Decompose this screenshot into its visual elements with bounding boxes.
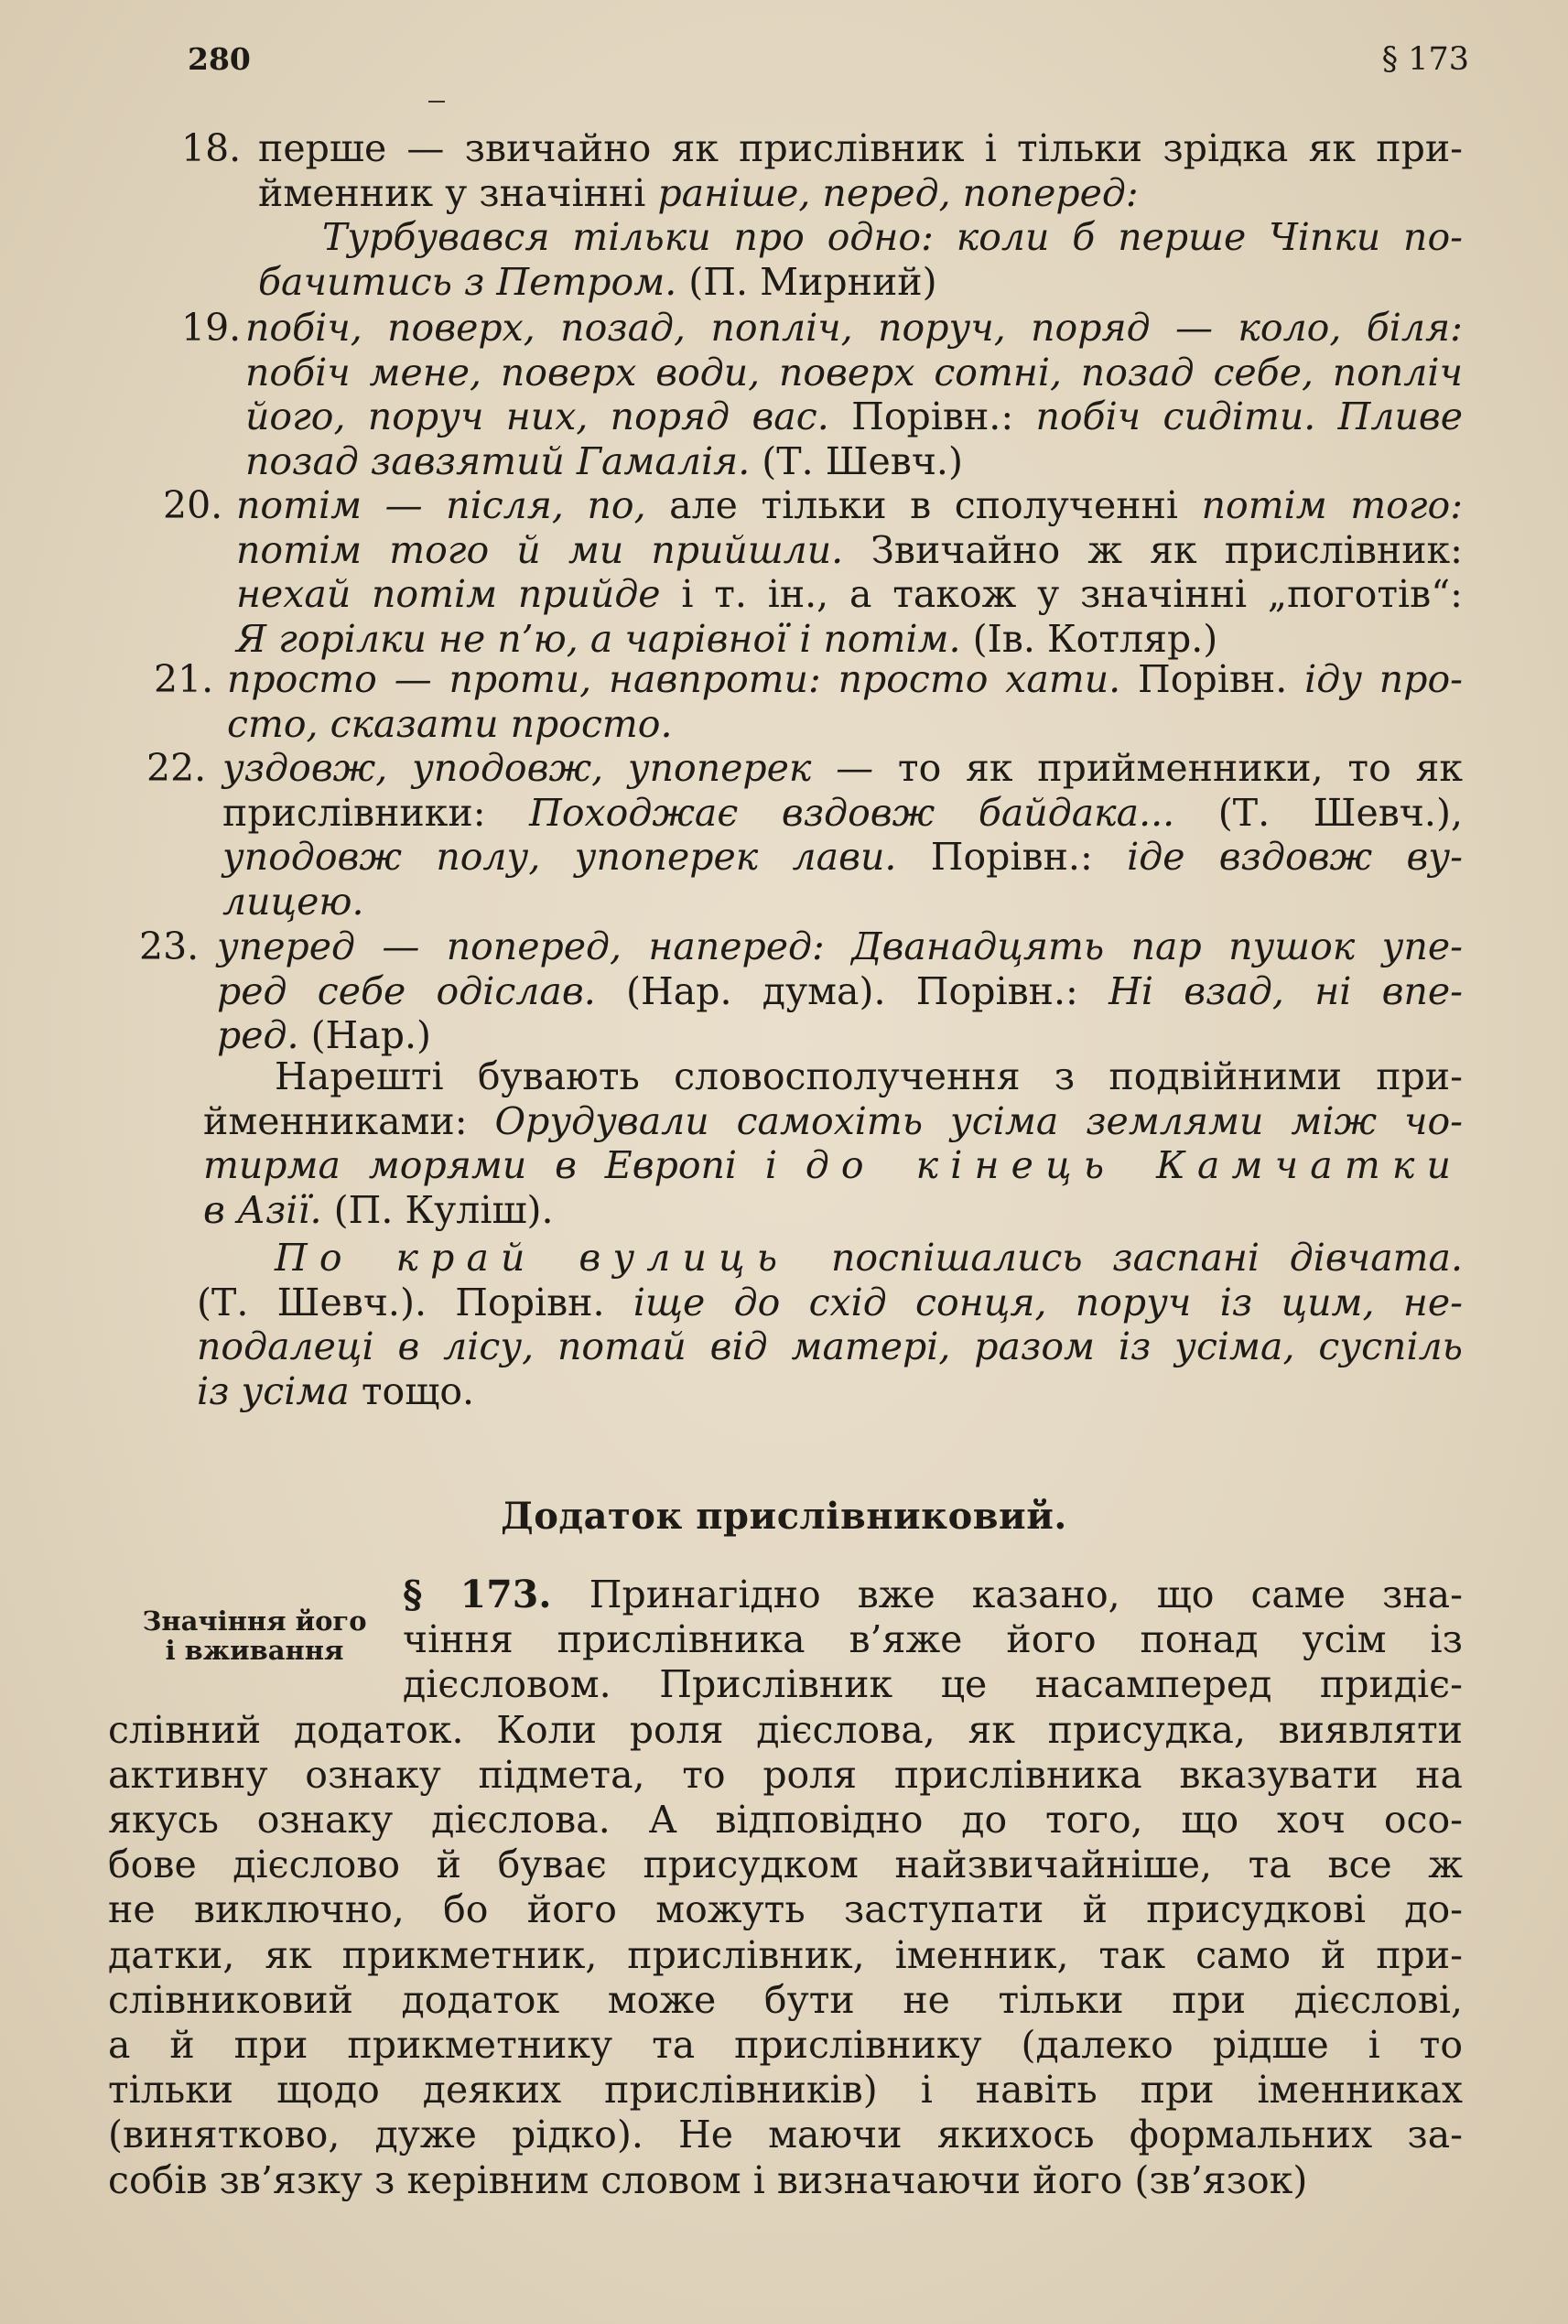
- item-number: 23.: [139, 924, 200, 968]
- line-text: [222, 880, 1463, 924]
- italic-run: бачитись з Петром.: [258, 259, 689, 304]
- line-text: [108, 1933, 1463, 1977]
- text-run: Звичайно ж як прислівник:: [871, 527, 1463, 572]
- italic-run: Походжає вздовж байдака...: [529, 790, 1218, 835]
- item-number: 22.: [146, 746, 207, 790]
- italic-run: побіч, поверх, позад, попліч, поруч, поряд — коло, біля:: [245, 306, 1463, 350]
- line-text: [108, 2158, 1463, 2202]
- printers-mark: [428, 101, 445, 103]
- text-line: [0, 1933, 1568, 1977]
- italic-run: раніше, перед, поперед:: [657, 170, 1139, 215]
- text-line: [0, 924, 1568, 968]
- italic-run: до кінець Камчатки: [805, 1143, 1463, 1187]
- line-text: [217, 1013, 1463, 1057]
- text-line: [0, 1708, 1568, 1752]
- text-line: [0, 791, 1568, 835]
- line-text: [108, 2113, 1463, 2156]
- line-text: [245, 351, 1463, 395]
- italic-run: сто, сказати просто.: [227, 701, 673, 746]
- running-section-ref: § 173: [1381, 41, 1469, 78]
- line-text: [203, 1099, 1463, 1143]
- margin-heading: [117, 1606, 392, 1665]
- text-run: Нарешті бувають словосполучення з подвійними при-: [275, 1054, 1463, 1098]
- line-text: [236, 528, 1463, 572]
- text-run: слівний додаток. Коли роля дієслова, як присудка, виявляти: [108, 1707, 1463, 1752]
- text-run: йменник у значінні: [258, 170, 658, 215]
- text-run: бове дієслово й буває присудком найзвичайніше, та все ж: [108, 1843, 1463, 1887]
- section-title: Додаток прислівниковий.: [501, 1495, 1067, 1538]
- text-run: (винятково, дуже рідко). Не маючи якихось формальних за-: [108, 2113, 1463, 2157]
- line-text: [108, 1887, 1463, 1931]
- line-text: [245, 306, 1463, 350]
- line-text: [258, 126, 1463, 170]
- text-run: Порівн.: [1138, 657, 1305, 701]
- text-line: [0, 483, 1568, 527]
- text-line: [0, 1013, 1568, 1057]
- text-run: (П. Куліш).: [333, 1187, 554, 1232]
- italic-run: потім того й ми прийшли.: [236, 527, 871, 572]
- italic-run: із усіма: [197, 1368, 362, 1413]
- line-text: [227, 702, 1463, 746]
- text-line: [0, 1236, 1568, 1280]
- line-text: [275, 1236, 1463, 1280]
- bold-run: § 173.: [403, 1573, 589, 1616]
- italic-run: побіч сидіти. Пливе: [1035, 395, 1463, 438]
- page-number: 280: [188, 41, 251, 77]
- item-number: 20.: [163, 483, 223, 527]
- text-run: (Нар. дума). Порівн.:: [626, 968, 1109, 1013]
- line-text: [227, 657, 1463, 701]
- line-text: [222, 791, 1463, 835]
- line-text: [197, 1324, 1463, 1368]
- italic-run: ред себе одіслав.: [217, 968, 627, 1013]
- text-run: (Т. Шевч.),: [1217, 790, 1463, 835]
- italic-run: Орудували самохіть усіма землями між чо-: [494, 1098, 1463, 1143]
- text-line: [0, 260, 1568, 304]
- text-line: [0, 1054, 1568, 1098]
- text-run: слівниковий додаток може бути не тільки при дієслові,: [108, 1977, 1463, 2022]
- text-line: [0, 1978, 1568, 2022]
- text-line: [0, 351, 1568, 395]
- italic-run: іще до схід сонця, поруч із цим, не-: [633, 1280, 1464, 1324]
- text-line: [0, 171, 1568, 215]
- line-text: [275, 1054, 1463, 1098]
- text-run: (Т. Шевч.). Порівн.: [197, 1280, 633, 1324]
- text-run: Порівн.:: [851, 395, 1036, 438]
- text-run: дієсловом. Прислівник це насамперед придіє-: [403, 1662, 1463, 1707]
- line-text: [108, 1978, 1463, 2022]
- italic-run: Ні взад, ні впе-: [1108, 968, 1464, 1013]
- line-text: [236, 572, 1463, 616]
- italic-run: подалеці в лісу, потай від матері, разом із усіма, суспіль: [197, 1324, 1463, 1368]
- italic-run: побіч мене, поверх води, поверх сотні, позад себе, попліч: [245, 350, 1463, 395]
- line-text: [203, 1143, 1463, 1187]
- text-line: [0, 1887, 1568, 1931]
- text-run: чіння прислівника в’яже його понад усім із: [403, 1617, 1463, 1662]
- line-text: [222, 835, 1463, 879]
- text-run: тільки щодо деяких прислівників) і навіть при іменниках: [108, 2068, 1463, 2113]
- text-run: перше — звичайно як прислівник і тільки зрідка як при-: [258, 126, 1463, 170]
- line-text: [258, 171, 1463, 215]
- italic-run: іде вздовж ву-: [1127, 835, 1463, 879]
- text-line: [0, 1281, 1568, 1324]
- text-run: не виключно, бо його можуть заступати й присудкові до-: [108, 1887, 1463, 1932]
- text-line: [0, 746, 1568, 790]
- text-run: активну ознаку підмета, то роля прислівника вказувати на: [108, 1752, 1463, 1797]
- line-text: [222, 746, 1463, 790]
- text-run: (Т. Шевч.): [762, 438, 963, 483]
- text-line: [0, 2068, 1568, 2112]
- italic-run: його, поруч них, поряд вас.: [245, 395, 852, 438]
- text-line: [0, 2158, 1568, 2202]
- line-text: [217, 969, 1463, 1013]
- text-line: [0, 617, 1568, 661]
- text-run: а й при прикметнику та прислівнику (далеко рідше і то: [108, 2023, 1463, 2067]
- text-run: Порівн.:: [930, 835, 1128, 879]
- italic-run: в Азії.: [203, 1187, 334, 1232]
- text-line: [0, 702, 1568, 746]
- text-line: [0, 126, 1568, 170]
- italic-run: уподовж полу, упоперек лави.: [222, 835, 931, 879]
- line-text: [403, 1662, 1463, 1706]
- text-run: тощо.: [361, 1368, 475, 1413]
- italic-run: Турбувався тільки про одно: коли б перше Чіпки по-: [322, 215, 1463, 259]
- text-line: [0, 835, 1568, 879]
- text-line: [0, 439, 1568, 483]
- text-line: [0, 1753, 1568, 1797]
- text-run: то як прийменники, то як: [897, 746, 1463, 790]
- text-line: [0, 395, 1568, 438]
- text-run: датки, як прикметник, прислівник, іменник, так само й при-: [108, 1932, 1463, 1977]
- line-text: [108, 1798, 1463, 1842]
- margin-heading-line: Значіння його: [142, 1605, 367, 1637]
- text-line: [0, 1143, 1568, 1187]
- text-line: [0, 880, 1568, 924]
- text-run: собів зв’язку з керівним словом і визначаючи його (зв’язок): [108, 2157, 1308, 2202]
- text-line: [0, 1188, 1568, 1232]
- line-text: [245, 439, 1463, 483]
- italic-run: Я горілки не п’ю, а чарівної і потім.: [236, 616, 973, 661]
- text-run: (П. Мирний): [688, 259, 937, 304]
- text-line: [0, 1843, 1568, 1886]
- italic-run: уперед — поперед, наперед: Дванадцять пар пушок упе-: [217, 924, 1463, 968]
- italic-run: іду про-: [1304, 657, 1463, 701]
- text-line: [0, 1324, 1568, 1368]
- text-line: [0, 2023, 1568, 2067]
- italic-run: ред.: [217, 1013, 311, 1057]
- line-text: [236, 617, 1463, 661]
- text-run: прислівники:: [222, 790, 530, 835]
- text-line: [0, 1369, 1568, 1413]
- text-run: і т. ін., а також у значінні „поготів“:: [681, 572, 1463, 616]
- line-text: [197, 1281, 1463, 1324]
- line-text: [236, 483, 1463, 527]
- text-run: Принагідно вже казано, що саме зна-: [589, 1573, 1463, 1616]
- line-text: [108, 1843, 1463, 1886]
- text-line: [0, 215, 1568, 259]
- line-text: [108, 2023, 1463, 2067]
- line-text: [203, 1188, 1463, 1232]
- text-line: [0, 657, 1568, 701]
- item-number: 19.: [181, 306, 242, 350]
- italic-run: нехай потім прийде: [236, 572, 682, 616]
- line-text: [197, 1369, 1463, 1413]
- italic-run: позад завзятий Гамалія.: [245, 438, 762, 483]
- text-line: [0, 528, 1568, 572]
- margin-heading-line: і вживання: [165, 1635, 344, 1666]
- italic-run: потім того:: [1201, 483, 1464, 527]
- line-text: [403, 1573, 1463, 1616]
- line-text: [258, 260, 1463, 304]
- italic-run: тирма морями в Европі і: [203, 1143, 806, 1187]
- item-number: 21.: [154, 657, 214, 701]
- text-run: якусь ознаку дієслова. А відповідно до того, що хоч осо-: [108, 1798, 1463, 1842]
- italic-run: поспішались заспані дівчата.: [830, 1236, 1463, 1280]
- line-text: [108, 1753, 1463, 1797]
- text-line: [0, 1662, 1568, 1706]
- item-number: 18.: [181, 126, 242, 170]
- italic-run: лицею.: [222, 879, 364, 924]
- line-text: [108, 2068, 1463, 2112]
- italic-run: уздовж, уподовж, упоперек —: [222, 746, 898, 790]
- text-line: [0, 2113, 1568, 2156]
- italic-run: По край вулиць: [275, 1236, 831, 1280]
- text-run: (Нар.): [310, 1013, 432, 1057]
- text-line: [0, 572, 1568, 616]
- page-header: [188, 41, 1469, 87]
- line-text: [403, 1617, 1463, 1661]
- text-run: йменниками:: [203, 1098, 495, 1143]
- line-text: [217, 924, 1463, 968]
- italic-run: просто — проти, навпроти: просто хати.: [227, 657, 1139, 701]
- line-text: [245, 395, 1463, 438]
- line-text: [108, 1708, 1463, 1752]
- text-line: [0, 1798, 1568, 1842]
- text-line: [0, 306, 1568, 350]
- italic-run: потім — після, по,: [236, 483, 670, 527]
- line-text: [322, 215, 1463, 259]
- text-line: [0, 1099, 1568, 1143]
- text-line: [0, 969, 1568, 1013]
- text-run: (Ів. Котляр.): [972, 616, 1218, 661]
- text-run: але тільки в сполученні: [669, 483, 1202, 527]
